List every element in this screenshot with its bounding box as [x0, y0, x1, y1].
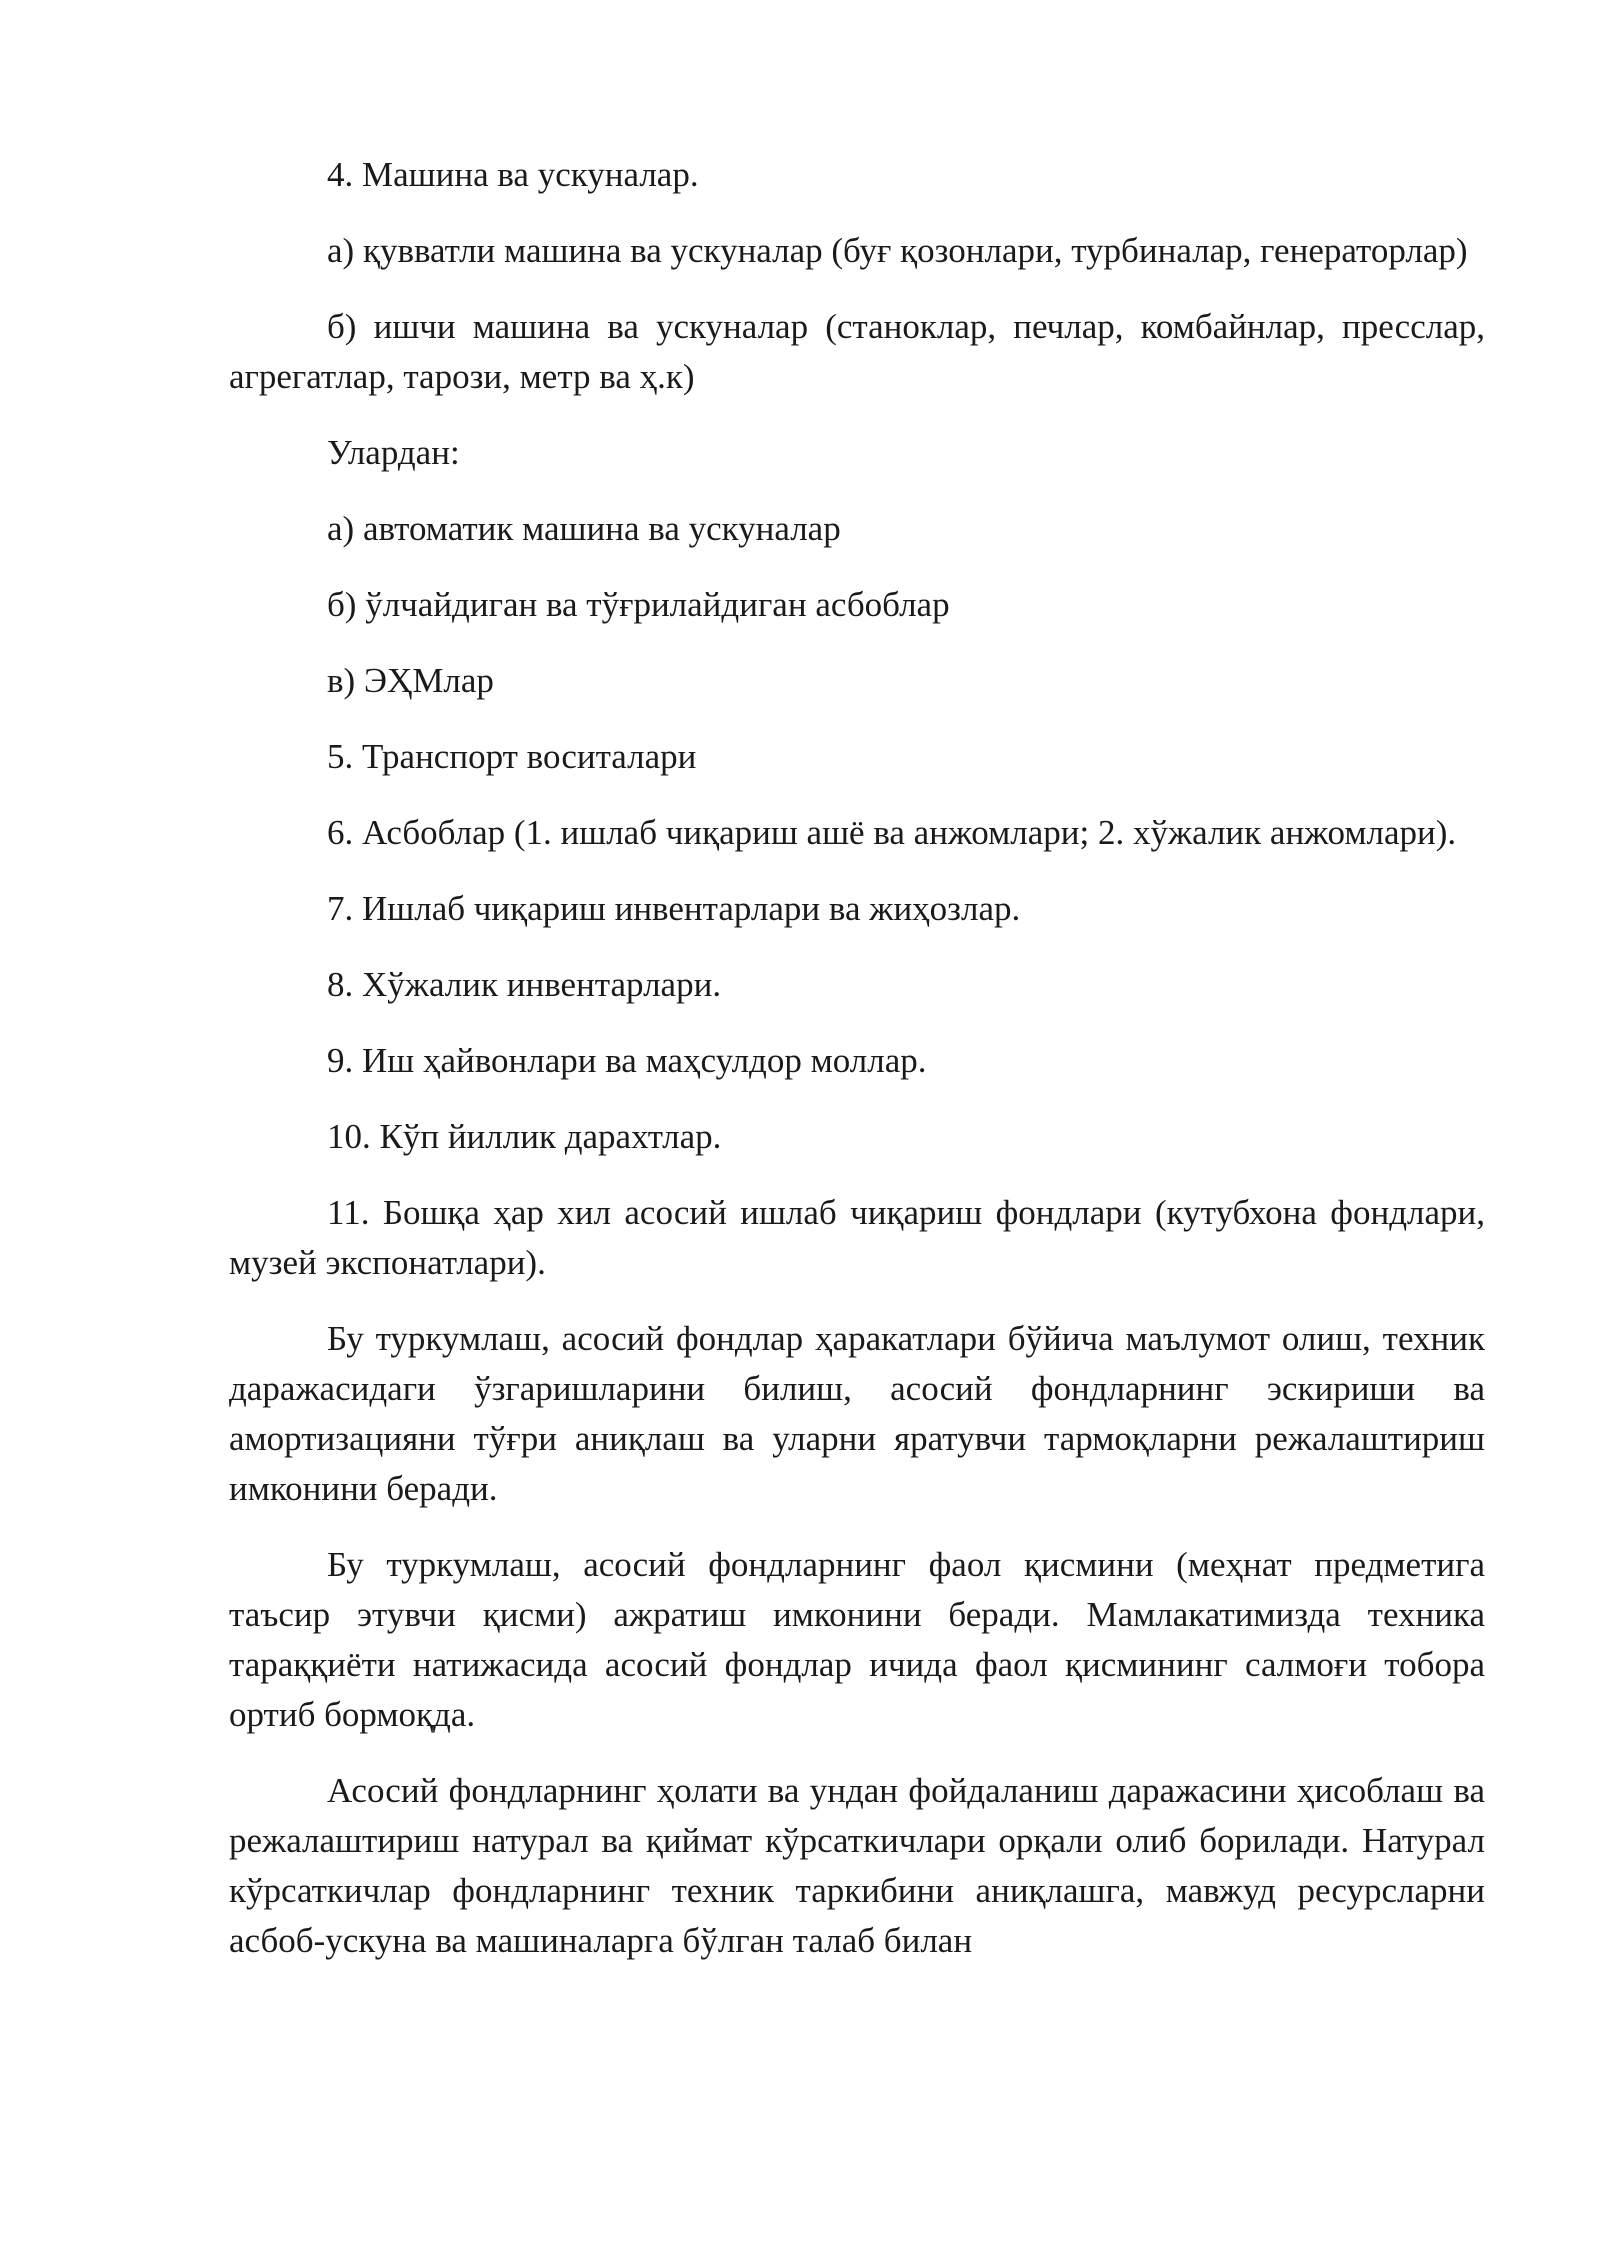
paragraph-working-machines: б) ишчи машина ва ускуналар (станоклар, печлар, комбайнлар, пресслар, агрегатлар, тарози, метр ва ҳ.к)	[229, 307, 1485, 396]
paragraph-other-funds: 11. Бошқа ҳар хил асосий ишлаб чиқариш фондлари (кутубхона фондлари, музей экспонатлари).	[229, 1193, 1485, 1282]
paragraph-measuring-instruments: б) ўлчайдиган ва тўғрилайдиган асбоблар	[327, 585, 950, 624]
paragraph-perennial-trees: 10. Кўп йиллик дарахтлар.	[327, 1117, 722, 1156]
paragraph-of-them: Улардан:	[327, 433, 460, 472]
paragraph-classification-2: Бу туркумлаш, асосий фондларнинг фаол қисмини (меҳнат предметига таъсир этувчи қисми) ажратиш имконини беради. Мамлакатимизда техника тараққиёти натижасида асосий фондлар ичида фаол қисмининг салмоғи тобора ортиб бормоқда.	[229, 1545, 1485, 1734]
paragraph-computers: в) ЭҲМлар	[327, 661, 494, 700]
paragraph-classification-1: Бу туркумлаш, асосий фондлар ҳаракатлари бўйича маълумот олиш, техник даражасидаги ўзгаришларини билиш, асосий фондларнинг эскириши ва амортизацияни тўғри аниқлаш ва уларни яратувчи тармоқларни режалаштириш имконини беради.	[229, 1319, 1485, 1508]
paragraph-transport: 5. Транспорт воситалари	[327, 737, 697, 776]
paragraph-machines-heading: 4. Машина ва ускуналар.	[327, 155, 699, 194]
paragraph-indicators: Асосий фондларнинг ҳолати ва ундан фойдаланиш даражасини ҳисоблаш ва режалаштириш натурал ва қиймат кўрсаткичлари орқали олиб борилади. Натурал кўрсаткичлар фондларнинг техник таркибини аниқлашга, мавжуд ресурсларни асбоб-ускуна ва машиналарга бўлган талаб билан	[229, 1771, 1485, 1960]
paragraph-tools: 6. Асбоблар (1. ишлаб чиқариш ашё ва анжомлари; 2. хўжалик анжомлари).	[327, 813, 1457, 852]
paragraph-animals: 9. Иш ҳайвонлари ва маҳсулдор моллар.	[327, 1041, 927, 1080]
paragraph-household-inventory: 8. Хўжалик инвентарлари.	[327, 965, 722, 1004]
paragraph-production-inventory: 7. Ишлаб чиқариш инвентарлари ва жиҳозлар.	[327, 889, 1021, 928]
document-body	[229, 150, 1485, 1992]
paragraph-power-machines: а) қувватли машина ва ускуналар (буғ қозонлари, турбиналар, генераторлар)	[327, 231, 1468, 270]
paragraph-automatic-machines: а) автоматик машина ва ускуналар	[327, 509, 841, 548]
